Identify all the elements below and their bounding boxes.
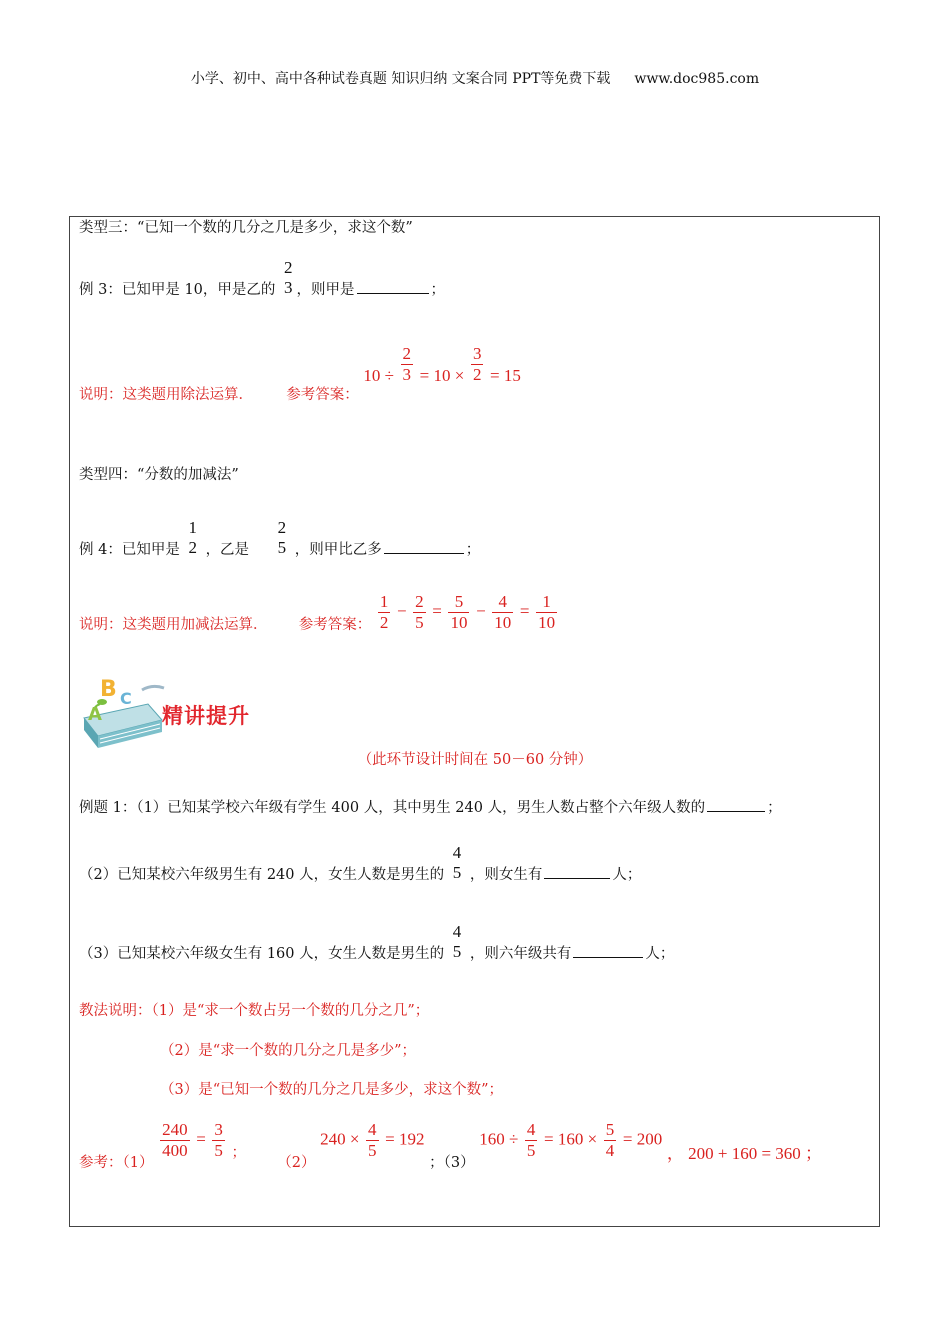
frac-num: 2 xyxy=(284,258,293,277)
problem2-text-a: （2）已知某校六年级男生有 240 人，女生人数是男生的 xyxy=(79,867,445,883)
method-label: 教法说明： xyxy=(79,1003,152,1019)
ref3-c: = 200 xyxy=(622,1129,663,1149)
type3-answer-frac1 xyxy=(401,344,414,385)
frac-num: 3 xyxy=(472,344,482,363)
frac-den: 3 xyxy=(284,278,293,297)
problem1-line2 xyxy=(79,843,641,883)
ref3-frac2 xyxy=(604,1120,617,1161)
problem2-text-b: ，则女生有 xyxy=(469,867,543,883)
frac-den: 10 xyxy=(450,613,468,632)
equals-sign: = xyxy=(519,601,530,621)
type3-answer-label: 参考答案： xyxy=(286,386,359,403)
answer-blank[interactable] xyxy=(384,539,464,554)
frac-den: 5 xyxy=(452,942,462,961)
method-line2: （2）是“求一个数的几分之几是多少”； xyxy=(160,1043,417,1059)
ref2-label: （2） xyxy=(277,1154,316,1171)
frac-num: 1 xyxy=(536,592,557,613)
logo-letter-c: C xyxy=(120,689,132,708)
frac-num: 3 xyxy=(214,1120,223,1139)
frac-num: 2 xyxy=(402,344,412,363)
type4-answer-frac-a xyxy=(378,592,391,633)
type4-explanation xyxy=(79,592,559,633)
frac-den: 2 xyxy=(188,538,197,557)
ref1-frac xyxy=(160,1120,190,1161)
frac-num: 4 xyxy=(526,1120,536,1139)
frac-den: 5 xyxy=(415,613,424,632)
type4-explain: 说明：这类题用加减法运算． xyxy=(79,616,268,633)
section-title: 精讲提升 xyxy=(162,704,250,728)
problem1-text: 例题 1：（1）已知某学校六年级有学生 400 人，其中男生 240 人，男生人数占整个六年级人数的 xyxy=(79,800,706,816)
example4-fraction-a xyxy=(186,518,199,558)
type4-answer-label: 参考答案： xyxy=(298,616,372,633)
example3-text-a: 例 3：已知甲是 10，甲是乙的 xyxy=(79,282,276,298)
equals-sign: = xyxy=(432,601,442,621)
ref3-frac xyxy=(525,1120,538,1161)
frac-num: 5 xyxy=(605,1120,615,1139)
method-l1: （1）是“求一个数占另一个数的几分之几”； xyxy=(151,1003,430,1019)
page-header xyxy=(0,68,950,88)
example3-fraction xyxy=(282,258,295,298)
example4-text-c: ，则甲比乙多 xyxy=(294,542,382,558)
header-text: 小学、初中、高中各种试卷真题 知识归纳 文案合同 PPT等免费下载 xyxy=(190,71,611,87)
problem2-fraction xyxy=(451,843,464,883)
ref2-a: 240 × xyxy=(320,1129,360,1149)
type3-explanation xyxy=(79,344,521,403)
logo-letter-b: B xyxy=(100,677,117,702)
frac-num: 4 xyxy=(368,1120,377,1139)
frac-num: 2 xyxy=(415,592,424,611)
answer-blank[interactable] xyxy=(544,864,610,879)
frac-den: 5 xyxy=(214,1141,223,1160)
method-line1 xyxy=(79,1001,429,1021)
frac-den: 5 xyxy=(277,538,287,557)
type4-answer-frac-b xyxy=(413,592,426,633)
ref4: ， 200 + 160 = 360 ； xyxy=(666,1143,823,1163)
type4-answer-frac-e xyxy=(536,592,557,633)
problem1-end: ； xyxy=(767,800,782,816)
equals-sign: = xyxy=(196,1129,206,1149)
answer-blank[interactable] xyxy=(357,279,429,294)
example4-fraction-b xyxy=(276,518,289,558)
problem1-line3 xyxy=(79,922,674,962)
frac-num: 4 xyxy=(492,592,513,613)
frac-den: 5 xyxy=(526,1141,536,1160)
problem2-end: 人； xyxy=(612,867,642,883)
type4-answer-frac-d xyxy=(492,592,513,633)
reference-label: 参考：（1） xyxy=(79,1154,154,1171)
frac-den: 10 xyxy=(538,613,556,632)
frac-num: 4 xyxy=(452,843,462,862)
example3 xyxy=(79,258,446,310)
example4-text-b: ，乙是 xyxy=(205,542,250,558)
answer-blank[interactable] xyxy=(573,943,643,958)
type4-answer-frac-c xyxy=(448,592,469,633)
example4 xyxy=(79,518,480,558)
minus-sign: − xyxy=(396,601,407,621)
frac-den: 2 xyxy=(379,613,389,632)
ref2-frac xyxy=(366,1120,379,1161)
reference-line xyxy=(79,1120,823,1171)
answer-blank[interactable] xyxy=(707,797,765,812)
type4-title: 类型四：“分数的加减法” xyxy=(79,467,239,483)
problem3-end: 人； xyxy=(645,946,675,962)
example4-text-a: 例 4：已知甲是 xyxy=(79,542,180,558)
frac-num: 2 xyxy=(277,518,287,537)
frac-num: 5 xyxy=(448,592,469,613)
frac-den: 4 xyxy=(605,1141,615,1160)
method-line3: （3）是“已知一个数的几分之几是多少，求这个数”； xyxy=(160,1082,504,1098)
frac-den: 5 xyxy=(368,1141,377,1160)
frac-den: 5 xyxy=(452,863,462,882)
example3-text-b: ，则甲是 xyxy=(296,282,355,298)
frac-num: 240 xyxy=(162,1120,188,1139)
time-note: （此环节设计时间在 50－60 分钟） xyxy=(357,752,593,768)
frac-den: 10 xyxy=(494,613,512,632)
frac-den: 400 xyxy=(162,1141,188,1160)
problem3-fraction xyxy=(451,922,464,962)
ref3-b: = 160 × xyxy=(544,1129,598,1149)
ref1-frac2 xyxy=(212,1120,225,1161)
frac-den: 2 xyxy=(472,365,482,384)
ref3-a: 160 ÷ xyxy=(479,1129,519,1149)
frac-num: 4 xyxy=(452,922,462,941)
type3-answer-a: 10 ÷ xyxy=(363,365,394,385)
header-site: www.doc985.com xyxy=(634,71,760,87)
type3-title: 类型三：“已知一个数的几分之几是多少，求这个数” xyxy=(79,220,413,236)
type3-answer-frac2 xyxy=(471,344,484,385)
ref3-label: ；（3） xyxy=(429,1154,475,1171)
type3-answer-c: = 15 xyxy=(490,365,521,385)
type3-answer-b: = 10 × xyxy=(419,365,465,385)
example4-end: ； xyxy=(465,542,481,558)
example3-end: ； xyxy=(430,282,446,298)
type3-explain: 说明：这类题用除法运算． xyxy=(79,386,253,403)
problem3-text-b: ，则六年级共有 xyxy=(469,946,572,962)
problem1-line1 xyxy=(79,797,782,818)
minus-sign: − xyxy=(476,601,486,621)
logo-letter-a: A xyxy=(88,704,102,725)
frac-num: 1 xyxy=(188,518,197,537)
frac-num: 1 xyxy=(379,592,389,611)
ref1-end: ； xyxy=(231,1144,247,1161)
ref2-b: = 192 xyxy=(385,1129,425,1149)
frac-den: 3 xyxy=(402,365,412,384)
problem3-text-a: （3）已知某校六年级女生有 160 人，女生人数是男生的 xyxy=(79,946,445,962)
